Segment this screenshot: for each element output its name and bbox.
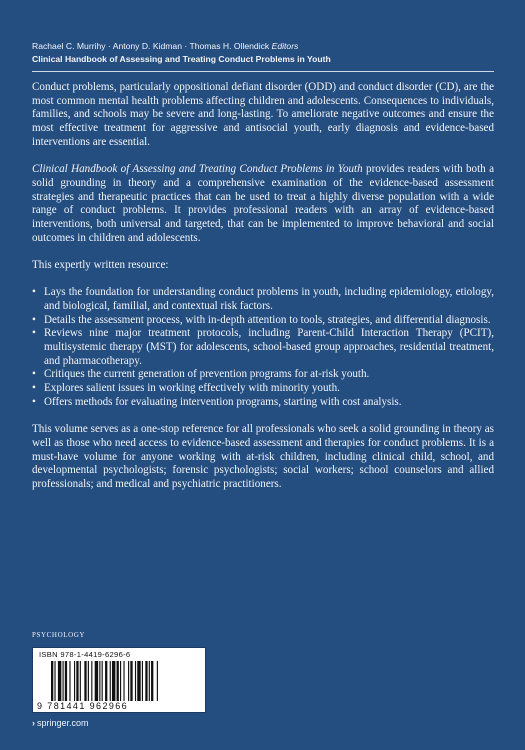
bullet-intro: This expertly written resource:	[32, 258, 169, 271]
bullet-icon: •	[32, 395, 36, 408]
barcode-bar	[88, 661, 89, 701]
back-cover-description	[32, 81, 494, 505]
bullet-icon: •	[32, 327, 36, 340]
book-title: Clinical Handbook of Assessing and Treating Conduct Problems in Youth	[32, 54, 331, 64]
description-paragraph-2	[32, 163, 494, 245]
description-paragraph-1: Conduct problems, particularly oppositional defiant disorder (ODD) and conduct disorder (CD), are the most common mental health problems affecting children and adolescents. Consequences to individuals, families, and schools may be severe and long-lasting. To ameliorate negative outcomes and ensure the most effective treatment for aggressive and antisocial youth, early diagnosis and evidence-based interventions are essential.	[32, 81, 494, 148]
isbn-barcode	[32, 647, 206, 713]
barcode-bar	[120, 661, 121, 701]
barcode-bar	[105, 661, 107, 701]
barcode-bar	[80, 661, 81, 701]
isbn-text: ISBN 978-1-4419-6296-6	[39, 650, 131, 659]
barcode-bar	[157, 661, 158, 701]
barcode-bar	[117, 661, 119, 701]
bullet-icon: •	[32, 286, 36, 299]
barcode-bar	[110, 661, 111, 701]
barcode-bar	[137, 661, 140, 701]
publisher-url: springer.com	[37, 718, 89, 728]
barcode-bar	[145, 661, 147, 701]
bullet-icon: •	[32, 313, 36, 326]
barcode-bar	[91, 661, 92, 701]
list-item: • Explores salient issues in working effectively with minority youth.	[32, 382, 340, 395]
barcode-bar	[142, 661, 143, 701]
barcode-bar	[51, 661, 53, 701]
barcode-icon	[51, 661, 191, 701]
barcode-digits: 9 781441 962966	[37, 701, 129, 711]
bullet-icon: •	[32, 368, 36, 381]
barcode-bar	[63, 661, 64, 701]
italic-book-title: Clinical Handbook of Assessing and Treating Conduct Problems in Youth	[32, 163, 363, 176]
publisher-link[interactable]	[32, 718, 89, 728]
barcode-bar	[151, 661, 153, 701]
description-paragraph-2-text: provides readers with both a solid grounding in theory and a comprehensive examination of the evidence-based assessment strategies and therapeutic practices that can be used to treat a highly diverse population with a wide range of conduct problems. It provides professional readers with an array of evidence-based interventions, both universal and targeted, that can be implemented to improve behavioral and social outcomes in children and adolescents.	[32, 163, 494, 244]
barcode-bar	[112, 661, 115, 701]
chevron-right-icon: ›	[32, 718, 35, 728]
header-divider	[32, 71, 494, 72]
bullet-icon: •	[32, 382, 36, 395]
description-paragraph-3: This volume serves as a one-stop reference for all professionals who seek a solid grounding in theory as well as those who need access to evidence-based assessment and therapies for conduct problems. It is a must-have volume for anyone working with at-risk children, including clinical child, school, and developmental psychologists; forensic psychologists; social workers; school counselors and allied professionals; and medical and psychiatric practitioners.	[32, 423, 494, 490]
barcode-bar	[65, 661, 67, 701]
barcode-bar	[84, 661, 86, 701]
barcode-bar	[128, 661, 129, 701]
subject-category: PSYCHOLOGY	[32, 631, 86, 639]
list-item: • Reviews nine major treatment protocols, including Parent-Child Interaction Therapy (PCIT), multisystemic therapy (MST) for adolescents, school-based group approaches, residential treatment, and pharmacotherapy.	[32, 327, 494, 367]
book-header	[32, 40, 502, 66]
barcode-bar	[130, 661, 132, 701]
barcode-bar	[76, 661, 78, 701]
list-item: • Offers methods for evaluating intervention programs, starting with cost analysis.	[32, 395, 402, 408]
barcode-bar	[149, 661, 150, 701]
barcode-bar	[54, 661, 55, 701]
barcode-bar	[99, 661, 100, 701]
barcode-bar	[69, 661, 70, 701]
barcode-bar	[135, 661, 136, 701]
barcode-bar	[123, 661, 124, 701]
barcode-bar	[74, 661, 75, 701]
list-item: • Critiques the current generation of prevention programs for at-risk youth.	[32, 368, 370, 381]
editors-label: Editors	[271, 41, 299, 51]
editors-line	[32, 40, 502, 53]
barcode-bar	[102, 661, 103, 701]
feature-list	[32, 286, 494, 409]
barcode-bar	[58, 661, 61, 701]
list-item: • Lays the foundation for understanding conduct problems in youth, including epidemiology, etiology, and biological, familial, and contextual risk factors.	[32, 286, 494, 312]
barcode-bar	[95, 661, 98, 701]
editors-names: Rachael C. Murrihy · Antony D. Kidman · Thomas H. Ollendick	[32, 41, 270, 51]
list-item: • Details the assessment process, with in-depth attention to tools, strategies, and differential diagnosis.	[32, 313, 491, 326]
